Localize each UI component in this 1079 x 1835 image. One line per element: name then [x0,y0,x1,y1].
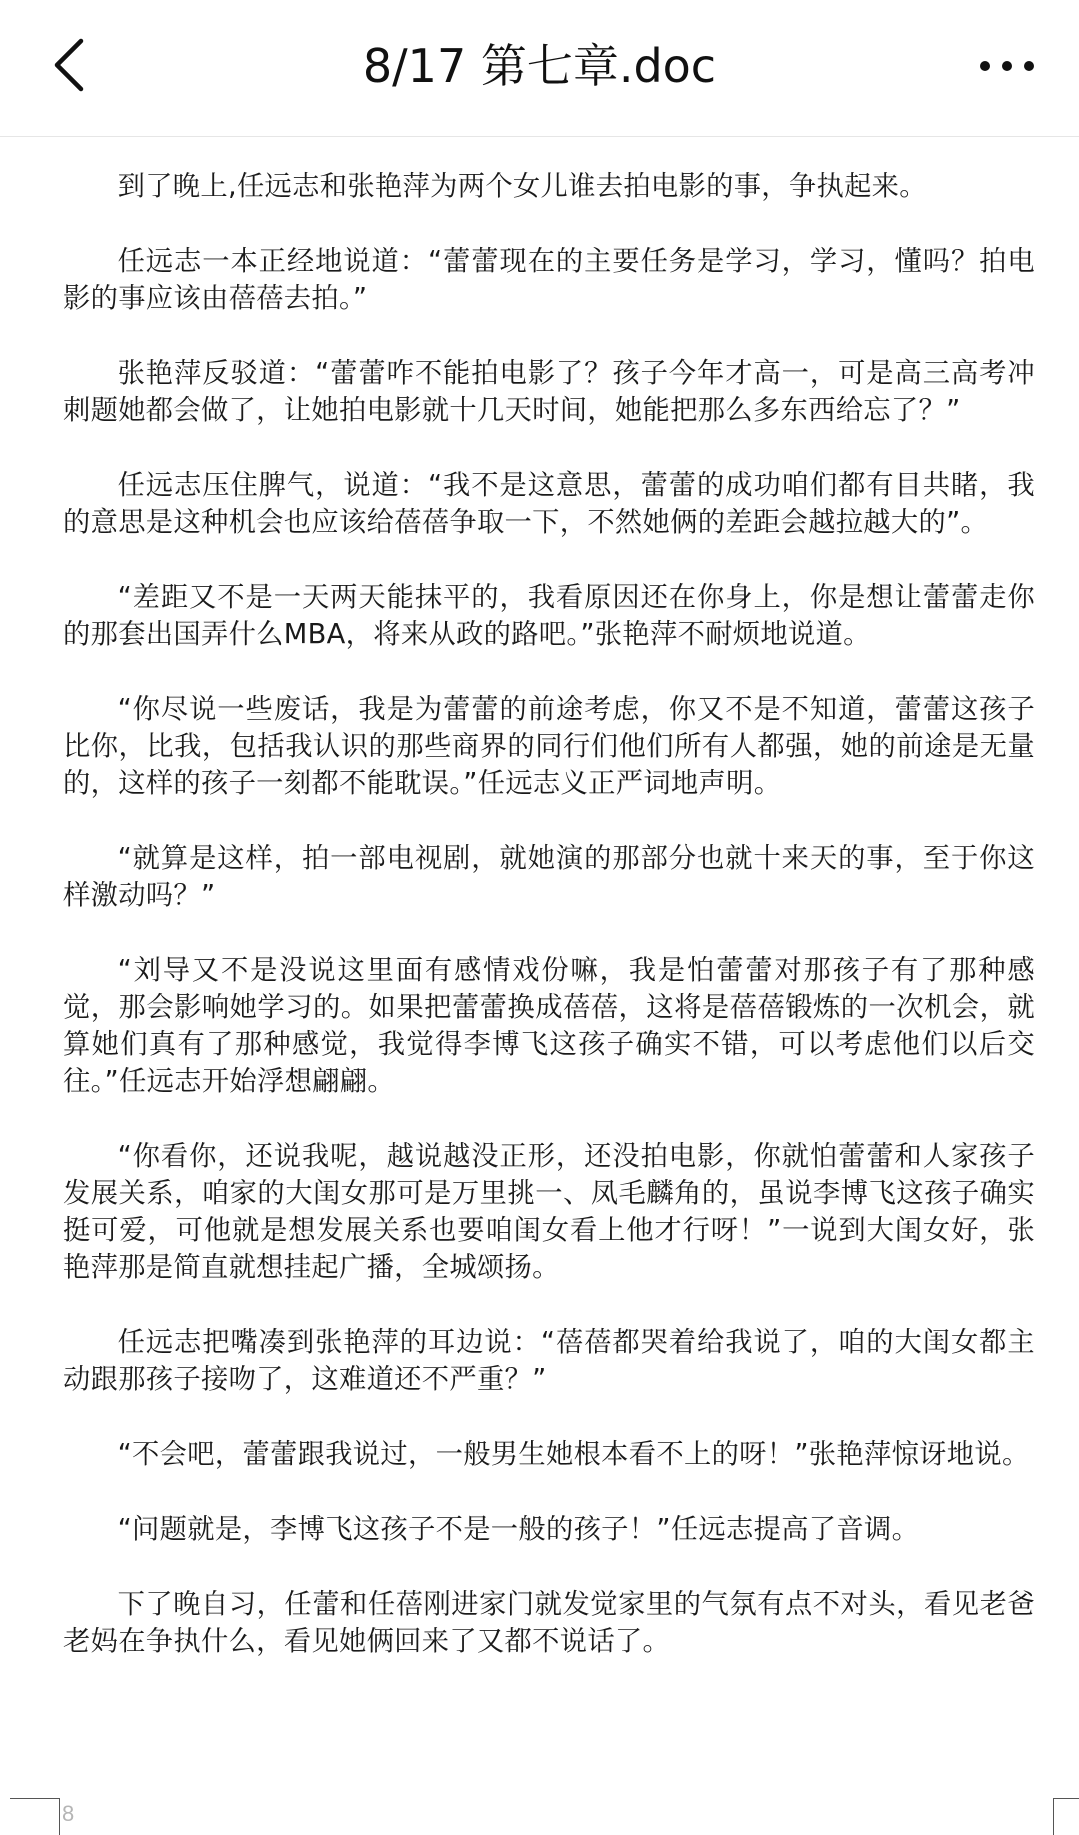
paragraph: “问题就是，李博飞这孩子不是一般的孩子！”任远志提高了音调。 [117,1514,920,1545]
chevron-left-icon [51,38,85,92]
document-body[interactable] [63,168,1035,1698]
page-corner-mark-right [1053,1798,1079,1835]
paragraph: 任远志一本正经地说道：“蕾蕾现在的主要任务是学习，学习，懂吗？拍电影的事应该由蓓蓓去拍。” [63,246,1035,314]
document-title: 8/17 第七章.doc [362,39,717,93]
paragraph: 到了晚上,任远志和张艳萍为两个女儿谁去拍电影的事，争执起来。 [117,171,927,202]
page-corner-mark-left [10,1798,60,1835]
more-horizontal-icon [979,60,1035,72]
paragraph: “刘导又不是没说这里面有感情戏份嘛，我是怕蕾蕾对那孩子有了那种感觉，那会影响她学习的。如果把蕾蕾换成蓓蓓，这将是蓓蓓锻炼的一次机会，就算她们真有了那种感觉，我觉得李博飞这孩子确实不错，可以考虑他们以后交往。”任远志开始浮想翩翩。 [63,955,1035,1097]
paragraph: 任远志把嘴凑到张艳萍的耳边说：“蓓蓓都哭着给我说了，咱的大闺女都主动跟那孩子接吻了，这难道还不严重？” [63,1327,1035,1395]
paragraph: 下了晚自习，任蕾和任蓓刚进家门就发觉家里的气氛有点不对头，看见老爸老妈在争执什么，看见她俩回来了又都不说话了。 [63,1589,1035,1657]
top-navigation-bar [0,0,1079,137]
page-number: 8 [62,1801,75,1826]
paragraph: 张艳萍反驳道：“蕾蕾咋不能拍电影了？孩子今年才高一，可是高三高考冲刺题她都会做了，让她拍电影就十几天时间，她能把那么多东西给忘了？” [63,358,1035,426]
paragraph: “不会吧，蕾蕾跟我说过，一般男生她根本看不上的呀！”张艳萍惊讶地说。 [117,1439,1030,1470]
paragraph: “你看你，还说我呢，越说越没正形，还没拍电影，你就怕蕾蕾和人家孩子发展关系，咱家的大闺女那可是万里挑一、凤毛麟角的，虽说李博飞这孩子确实挺可爱，可他就是想发展关系也要咱闺女看上他才行呀！”一说到大闺女好，张艳萍那是简直就想挂起广播，全城颂扬。 [63,1141,1035,1283]
more-options-button[interactable] [971,38,1043,94]
paragraph: “就算是这样，拍一部电视剧，就她演的那部分也就十来天的事，至于你这样激动吗？” [63,843,1035,911]
paragraph: 任远志压住脾气，说道：“我不是这意思，蕾蕾的成功咱们都有目共睹，我的意思是这种机会也应该给蓓蓓争取一下，不然她俩的差距会越拉越大的”。 [63,470,1035,538]
back-button[interactable] [38,28,98,102]
paragraph: “你尽说一些废话，我是为蕾蕾的前途考虑，你又不是不知道，蕾蕾这孩子比你，比我，包括我认识的那些商界的同行们他们所有人都强，她的前途是无量的，这样的孩子一刻都不能耽误。”任远志义正严词地声明。 [63,694,1035,799]
page-footer [0,1798,1079,1835]
paragraph: “差距又不是一天两天能抹平的，我看原因还在你身上，你是想让蕾蕾走你的那套出国弄什么MBA，将来从政的路吧。”张艳萍不耐烦地说道。 [63,582,1035,650]
